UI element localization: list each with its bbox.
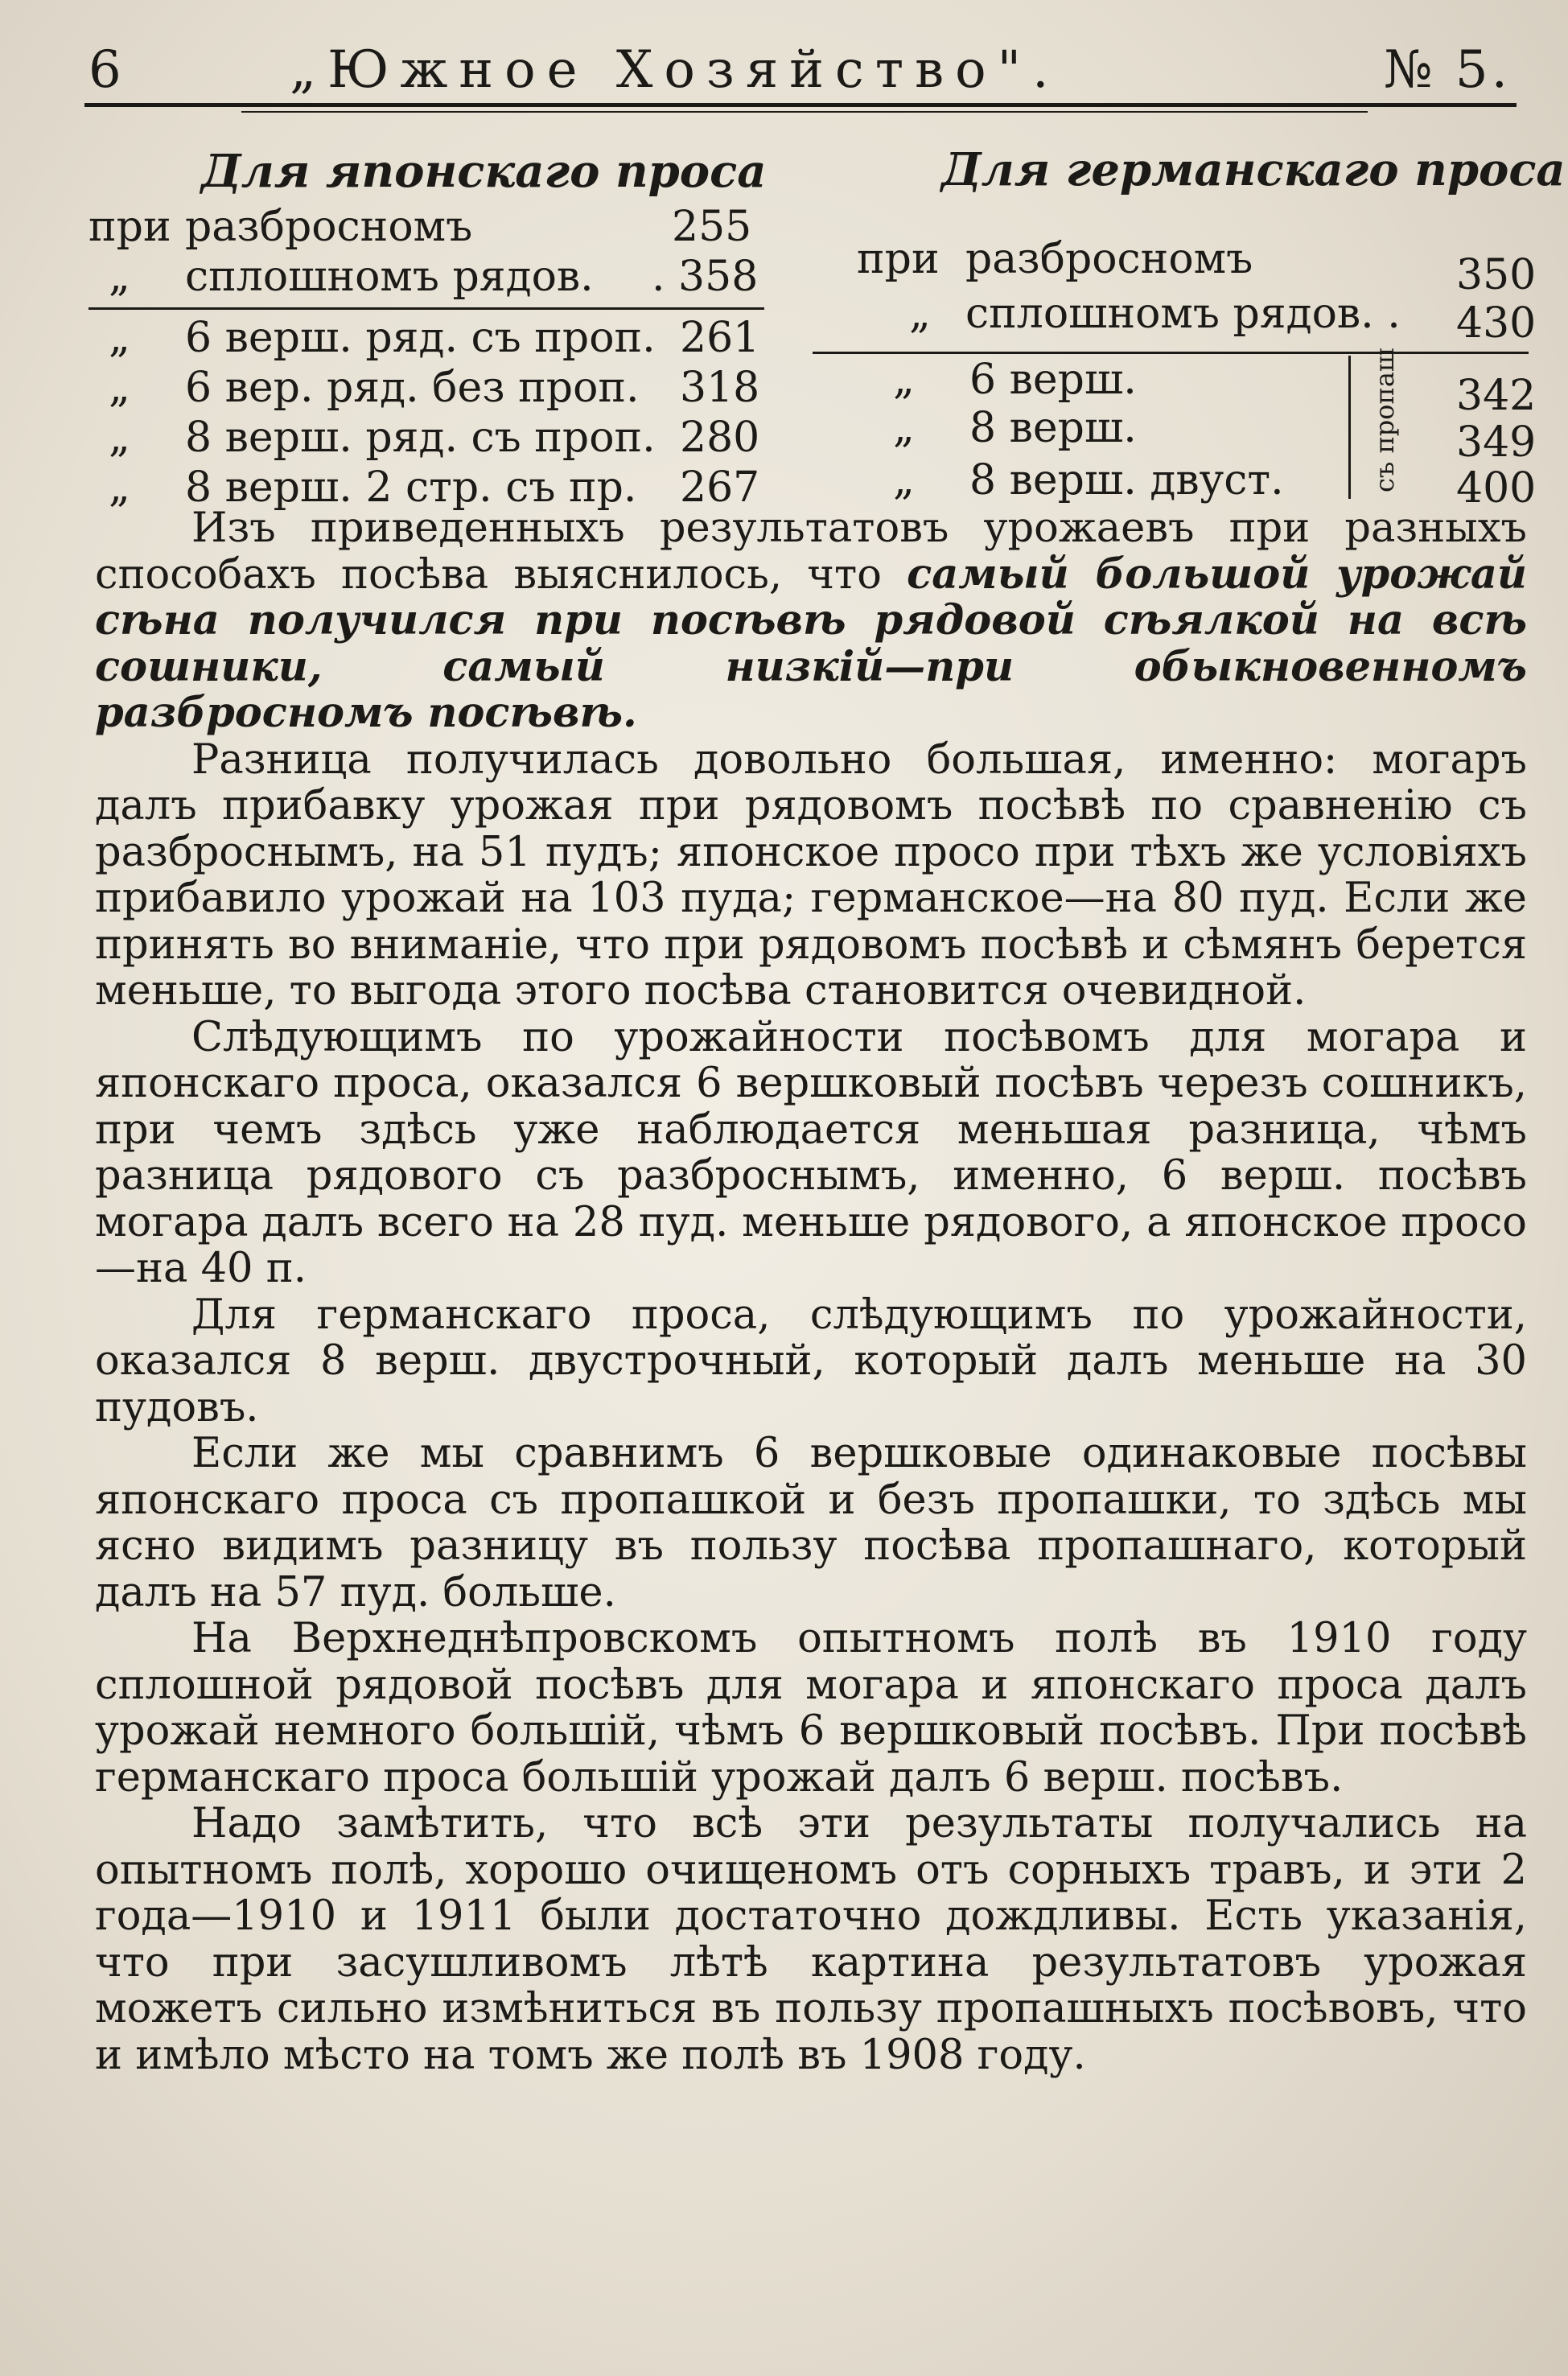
paragraph-3: Слѣдующимъ по урожайности посѣвомъ для могара и японскаго проса, оказался 6 вершковый посѣвъ черезъ сошникъ, при чемъ здѣсь уже наблюдается меньшая разница, чѣмъ разница рядового съ разброснымъ, именно, 6 верш. посѣвъ могара далъ всего на 28 пуд. меньше рядового, а японское просо—на 40 п. <box>95 1013 1527 1292</box>
right-table-side-note: съ пропаш <box>1369 348 1400 492</box>
left-row-5: „ 8 верш. ряд. съ проп. 280 <box>109 414 760 462</box>
left-row-6: „ 8 верш. 2 стр. съ пр. 267 <box>109 463 760 512</box>
left-table-title: Для японскаго проса <box>201 145 767 198</box>
paragraph-1: Изъ приведенныхъ результатовъ урожаевъ при разныхъ способахъ посѣва выяснилось, что самый большой урожай сѣна получился при посѣвѣ рядовой сѣялкой на всѣ сошники, самый низкій—при обыкновенномъ разбросномъ посѣвѣ. <box>95 504 1527 737</box>
right-table-bracket <box>1348 356 1351 499</box>
right-row-5: „ 8 верш. двуст. 400 <box>893 456 1537 513</box>
right-row-2: „ сплошномъ рядов. . 430 <box>909 290 1537 348</box>
left-row-1: при разбросномъ 255 <box>88 203 752 251</box>
issue-number: № 5. <box>1384 40 1511 100</box>
paragraph-4: Для германскаго проса, слѣдующимъ по урожайности, оказался 8 верш. двустрочный, который далъ меньше на 30 пудовъ. <box>95 1291 1527 1431</box>
header-rule-thin <box>241 111 1368 113</box>
page-header <box>80 32 1512 109</box>
right-table-title: Для германскаго проса <box>941 143 1566 196</box>
left-row-2: „ сплошномъ рядов. . 358 <box>109 253 759 301</box>
right-row-1: при разбросномъ 350 <box>857 235 1537 299</box>
article-body <box>95 505 1527 2078</box>
left-row-3: „ 6 верш. ряд. съ проп. 261 <box>109 314 760 362</box>
page-number: 6 <box>88 40 133 100</box>
paragraph-6: На Верхнеднѣпровскомъ опытномъ полѣ въ 1910 году сплошной рядовой посѣвъ для могара и японскаго проса далъ урожай немного большій, чѣмъ 6 вершковый посѣвъ. При посѣвѣ германскаго проса большій урожай далъ 6 верш. посѣвъ. <box>95 1615 1527 1802</box>
header-rule <box>84 103 1517 107</box>
paragraph-2: Разница получилась довольно большая, именно: могаръ далъ прибавку урожая при рядовомъ посѣвѣ по сравненію съ разброснымъ, на 51 пудъ; японское просо при тѣхъ же условіяхъ прибавило урожай на 103 пуда; германское—на 80 пуд. Если же принять во вниманіе, что при рядовомъ посѣвѣ и сѣмянъ берется меньше, то выгода этого посѣва становится очевидной. <box>95 735 1527 1015</box>
paragraph-7: Надо замѣтить, что всѣ эти результаты получались на опытномъ полѣ, хорошо очищеномъ отъ сорныхъ травъ, и эти 2 года—1910 и 1911 были достаточно дождливы. Есть указанія, что при засушливомъ лѣтѣ картина результатовъ урожая можетъ сильно измѣниться въ пользу пропашныхъ посѣвовъ, что и имѣло мѣсто на томъ же полѣ въ 1908 году. <box>95 1800 1527 2079</box>
left-table-rule <box>88 307 764 310</box>
journal-title: „Южное Хозяйство". <box>290 40 1060 100</box>
right-row-3: „ 6 верш. 342 <box>893 356 1537 420</box>
left-row-4: „ 6 вер. ряд. без проп. 318 <box>109 364 760 412</box>
paragraph-5: Если же мы сравнимъ 6 вершковые одинаковые посѣвы японскаго проса съ пропашкой и безъ пропашки, то здѣсь мы ясно видимъ разницу въ пользу посѣва пропашнаго, который далъ на 57 пуд. больше. <box>95 1430 1527 1616</box>
right-row-4: „ 8 верш. 349 <box>893 404 1537 467</box>
